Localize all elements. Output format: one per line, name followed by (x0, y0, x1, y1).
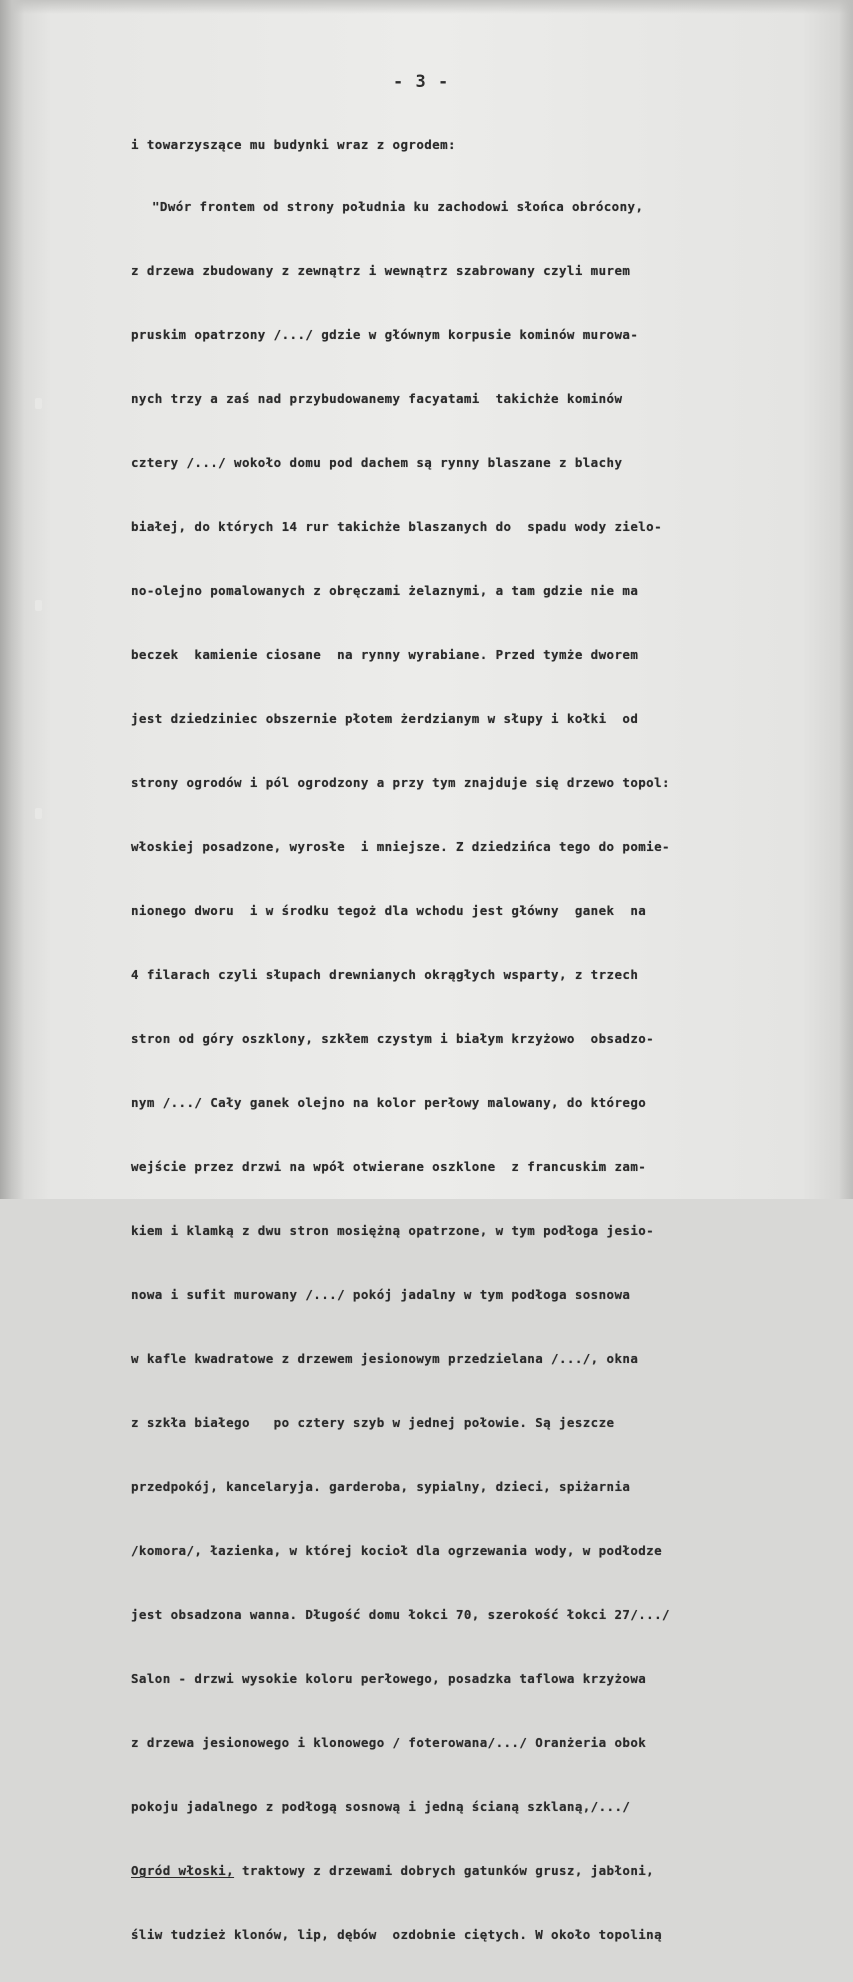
scan-mark (35, 600, 42, 611)
text-line: białej, do których 14 rur takichże blaszanych do spadu wody zielo- (131, 519, 663, 534)
underlined-heading: Ogród włoski, (131, 1863, 235, 1878)
text-line: i towarzyszące mu budynki wraz z ogrodem: (131, 137, 456, 152)
text-line (131, 1854, 851, 1888)
text-line: pruskim opatrzony /.../ gdzie w głównym korpusie kominów murowa- (131, 327, 639, 342)
text-line: 4 filarach czyli słupach drewnianych okrągłych wsparty, z trzech (131, 967, 639, 982)
text-line: nowa i sufit murowany /.../ pokój jadalny w tym podłoga sosnowa (131, 1287, 631, 1302)
text-line: z szkła białego po cztery szyb w jednej połowie. Są jeszcze (131, 1415, 615, 1430)
text-line: nych trzy a zaś nad przybudowanemy facyatami takichże kominów (131, 391, 623, 406)
page-number: - 3 - (393, 72, 450, 92)
text-line: Salon - drzwi wysokie koloru perłowego, posadzka taflowa krzyżowa (131, 1671, 647, 1686)
text-line: pokoju jadalnego z podłogą sosnową i jedną ścianą szklaną,/.../ (131, 1799, 631, 1814)
text-line: strony ogrodów i pól ogrodzony a przy tym znajduje się drzewo topol: (131, 775, 670, 790)
text-line: z drzewa zbudowany z zewnątrz i wewnątrz szabrowany czyli murem (131, 263, 631, 278)
text-line-rest: traktowy z drzewami dobrych gatunków grusz, jabłoni, (234, 1863, 655, 1878)
text-line: nym /.../ Cały ganek olejno na kolor perłowy malowany, do którego (131, 1095, 647, 1110)
text-line: przedpokój, kancelaryja. garderoba, sypialny, dzieci, spiżarnia (131, 1479, 631, 1494)
text-line: jest dziedziniec obszernie płotem żerdzianym w słupy i kołki od (131, 711, 639, 726)
typewritten-text (131, 100, 851, 1982)
text-line: nionego dworu i w środku tegoż dla wchodu jest główny ganek na (131, 903, 647, 918)
text-line: beczek kamienie ciosane na rynny wyrabiane. Przed tymże dworem (131, 647, 639, 662)
text-line: wejście przez drzwi na wpół otwierane oszklone z francuskim zam- (131, 1159, 647, 1174)
scan-shadow-top (0, 0, 853, 14)
text-line: z drzewa jesionowego i klonowego / foterowana/.../ Oranżeria obok (131, 1735, 647, 1750)
scan-shadow-left (0, 0, 24, 1199)
text-line: stron od góry oszklony, szkłem czystym i białym krzyżowo obsadzo- (131, 1031, 655, 1046)
text-line: włoskiej posadzone, wyrosłe i mniejsze. Z dziedzińca tego do pomie- (131, 839, 670, 854)
text-line: cztery /.../ wokoło domu pod dachem są rynny blaszane z blachy (131, 455, 623, 470)
text-line: kiem i klamką z dwu stron mosiężną opatrzone, w tym podłoga jesio- (131, 1223, 655, 1238)
text-line: no-olejno pomalowanych z obręczami żelaznymi, a tam gdzie nie ma (131, 583, 639, 598)
text-line: "Dwór frontem od strony południa ku zachodowi słońca obrócony, (152, 199, 644, 214)
scan-mark (35, 398, 42, 409)
scan-mark (35, 808, 42, 819)
text-line: jest obsadzona wanna. Długość domu łokci 70, szerokość łokci 27/.../ (131, 1607, 670, 1622)
text-line: śliw tudzież klonów, lip, dębów ozdobnie ciętych. W około topoliną (131, 1927, 663, 1942)
text-line: /komora/, łazienka, w której kocioł dla ogrzewania wody, w podłodze (131, 1543, 663, 1558)
text-line: w kafle kwadratowe z drzewem jesionowym przedzielana /.../, okna (131, 1351, 639, 1366)
